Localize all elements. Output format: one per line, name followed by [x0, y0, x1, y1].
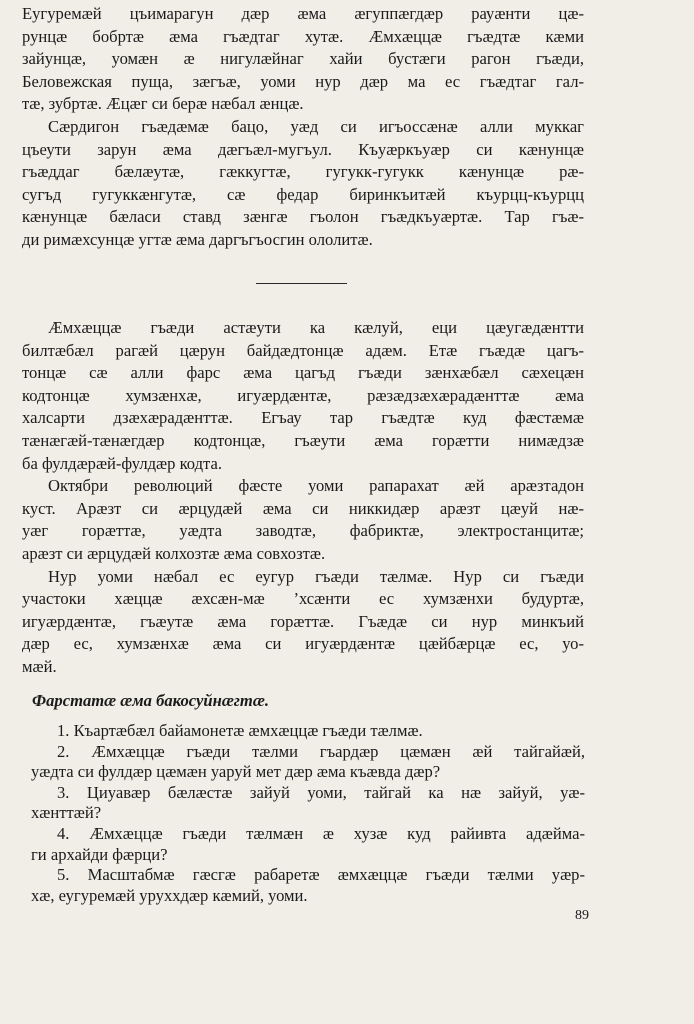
question-item	[31, 742, 585, 783]
question-item	[31, 865, 585, 906]
page-number: 89	[575, 908, 589, 923]
questions-list	[31, 721, 585, 906]
text-line: дæр ес, хумзæнхæ æма си игуæрдæнтæ цæйбæрцæ ес, уо-	[22, 634, 584, 654]
question-item	[31, 824, 585, 865]
text-line: кæнунцæ бæласи ставд зæнгæ гъолон гъæдкъуæртæ. Тар гъæ-	[22, 207, 584, 227]
text-line: тонцæ сæ алли фарс æма цагъд гъæди зæнхæбæл сæхецæн	[22, 363, 584, 383]
text-line: арæзт си æрцудæй колхозтæ æма совхозтæ.	[22, 543, 326, 563]
text-line: 5. Масштабмæ гæсгæ рабаретæ æмхæццæ гъæди тæлми уæр-	[57, 865, 585, 885]
text-line: кодтонцæ хумзæнхæ, игуæрдæнтæ, рæзæдзæхæрадæнттæ æма	[22, 385, 584, 405]
text-line: куст. Арæзт си æрцудæй æма си никкидæр арæзт цæуй нæ-	[22, 498, 584, 518]
text-line: рунцæ бобртæ æма гъæдтаг хутæ. Æмхæццæ гъæдтæ кæми	[22, 26, 584, 46]
section-divider	[256, 283, 347, 284]
text-line: Октябри революций фæсте уоми рапарахат æй арæзтадон	[48, 476, 584, 496]
text-line: сугъд гугуккæнгутæ, сæ федар биринкъитæй къурцц-къурцц	[22, 184, 584, 204]
paragraph	[22, 475, 584, 565]
question-item	[31, 783, 585, 824]
text-line: 2. Æмхæццæ гъæди тæлми гъардæр цæмæн æй тайгайæй,	[57, 741, 585, 761]
text-line: тæ, зубртæ. Æцæг си берæ нæбал æнцæ.	[22, 94, 304, 114]
paragraph	[22, 317, 584, 475]
paragraph	[22, 116, 584, 252]
text-line: 3. Циуавæр бæлæстæ зайуй уоми, тайгай ка нæ зайуй, уæ-	[57, 782, 585, 802]
text-line: Сæрдигон гъæдæмæ бацо, уæд си игъоссæнæ алли муккаг	[48, 116, 584, 136]
text-line: ба фулдæрæй-фулдæр кодта.	[22, 453, 223, 473]
text-line: участоки хæццæ æхсæн-мæ ’хсæнти ес хумзæнхи будуртæ,	[22, 589, 584, 609]
bottom-text-block	[22, 317, 584, 679]
text-line: Беловежская пуща, зæгъæ, уоми нур дæр ма ес гъæдтаг гал-	[22, 71, 584, 91]
top-text-block	[22, 3, 584, 252]
text-line: тæнæгæй-тæнæгдæр кодтонцæ, гъæути æма горæтти нимæдзæ	[22, 430, 584, 450]
text-line: ги архайди фæрци?	[31, 844, 168, 864]
text-line: Нур уоми нæбал ес еугур гъæди тæлмæ. Нур си гъæди	[48, 566, 584, 586]
text-line: гъæддаг бæлæутæ, гæккугтæ, гугукк-гугукк кæнунцæ рæ-	[22, 162, 584, 182]
text-line: хæ, еугуремæй уруххдæр кæмий, уоми.	[31, 885, 308, 905]
text-line: халсарти дзæхæрадæнттæ. Егъау тар гъæдтæ куд фæстæмæ	[22, 408, 584, 428]
text-line: 4. Æмхæццæ гъæди тæлмæн æ хузæ куд райивта адæйма-	[57, 823, 585, 843]
text-line: ди римæхсунцæ угтæ æма даргъгъосгин ололитæ.	[22, 229, 373, 249]
section-heading: Фарстатæ æма бакосуйнæгтæ.	[32, 691, 269, 710]
text-line: цъеути зарун æма дæгъæл-мугъул. Къуæркъуæр си кæнунцæ	[22, 139, 584, 159]
text-line: Еугуремæй цъимарагун дæр æма æгуппæгдæр рауæнти цæ-	[22, 4, 584, 23]
text-line: уæдта си фулдæр цæмæн уаруй мет дæр æма къæвда дæр?	[31, 762, 441, 782]
text-line: зайунцæ, уомæн æ нигулæйнаг хайи бустæги рагон гъæди,	[22, 49, 584, 69]
text-line: 1. Къартæбæл байамонетæ æмхæццæ гъæди тæлмæ.	[57, 721, 423, 740]
paragraph	[22, 566, 584, 679]
text-line: игуæрдæнтæ, гъæутæ æма горæттæ. Гъæдæ си нур минкъий	[22, 611, 584, 631]
paragraph	[22, 3, 584, 116]
text-line: билтæбæл рагæй цæрун байдæдтонцæ адæм. Етæ гъæдæ цагъ-	[22, 340, 584, 360]
text-line: хæнттæй?	[31, 803, 102, 823]
question-item	[31, 721, 585, 742]
text-line: Æмхæццæ гъæди астæути ка кæлуй, еци цæугæдæнтти	[48, 318, 584, 337]
text-line: уæг горæттæ, уæдта заводтæ, фабриктæ, электростанцитæ;	[22, 521, 584, 541]
text-line: мæй.	[22, 656, 57, 676]
